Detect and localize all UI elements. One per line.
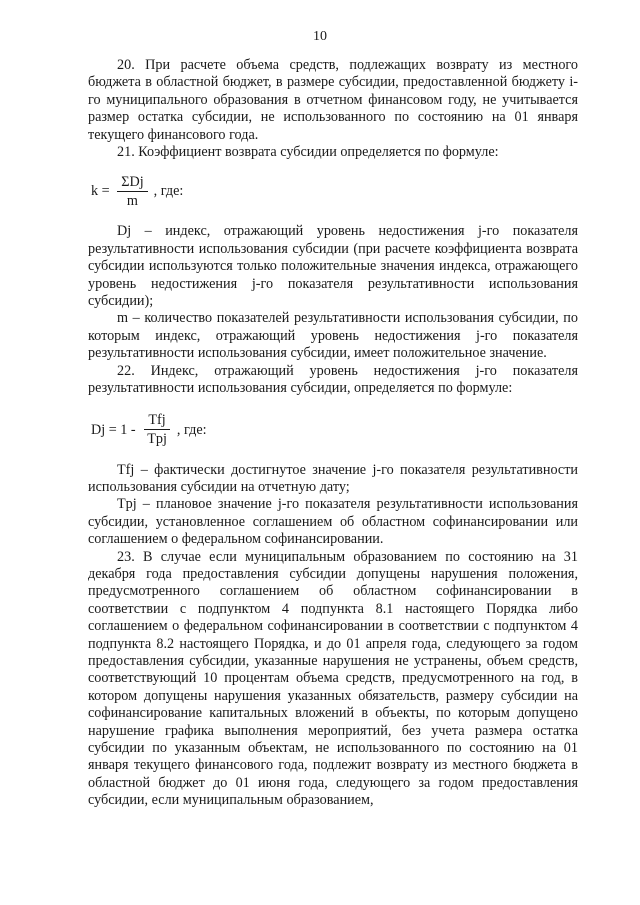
definition-m: m – количество показателей результативности использования субсидии, по которым индекс, отражающий уровень недостижения j-го показателя результативности использования субсидии, имеет положительное значение. bbox=[88, 310, 578, 362]
definition-dj: Dj – индекс, отражающий уровень недостижения j-го показателя результативности использования субсидии (при расчете коэффициента возврата субсидии используются только положительные значения индекса, отражающего уровень недостижения j-го показателя результативности использования субсидии); bbox=[88, 223, 578, 310]
definition-tp: Tpj – плановое значение j-го показателя результативности использования субсидии, установленное соглашением об областном софинансировании или соглашением о федеральном софинансировании. bbox=[88, 496, 578, 548]
formula-d-denominator: Tpj bbox=[147, 431, 167, 447]
formula-k-denominator: m bbox=[126, 192, 138, 209]
formula-k-lhs: k = bbox=[91, 183, 114, 200]
formula-d-lhs: Dj = 1 - bbox=[91, 421, 140, 438]
page-number: 10 bbox=[313, 29, 327, 44]
formula-d-fraction bbox=[143, 412, 171, 447]
paragraph-20: 20. При расчете объема средств, подлежащих возврату из местного бюджета в областной бюджет, в размере субсидии, предоставленной бюджету i-го муниципального образования в отчетном финансовом году, не учитывается размер остатка субсидии, не использованного по состоянию на 01 января текущего финансового года. bbox=[88, 57, 578, 143]
formula-d-suffix: , где: bbox=[176, 421, 207, 438]
formula-k-numerator: ΣDj bbox=[117, 174, 147, 192]
document-body bbox=[88, 57, 578, 810]
formula-k-suffix: , где: bbox=[153, 183, 184, 200]
formula-d-numerator: Tfj bbox=[144, 412, 169, 430]
definition-tf: Tfj – фактически достигнутое значение j-го показателя результативности использования субсидии на отчетную дату; bbox=[88, 461, 578, 495]
formula-k-fraction bbox=[117, 174, 147, 209]
paragraph-22: 22. Индекс, отражающий уровень недостижения j-го показателя результативности использования субсидии, определяется по формуле: bbox=[88, 362, 578, 397]
paragraph-23: 23. В случае если муниципальным образованием по состоянию на 31 декабря года предоставления субсидии допущены нарушения положения, предусмотренного соглашением об областном софинансировании в соответствии с подпунктом 4 подпункта 8.1 настоящего Порядка либо соглашением о федеральном софинансировании в соответствии с подпунктом 4 подпункта 8.2 настоящего Порядка, и до 01 апреля года, следующего за годом предоставления субсидии, указанные нарушения не устранены, объем средств, соответствующий 10 процентам объема средств, предусмотренного на год, в котором допущены нарушения указанных обязательств, размеру субсидии на софинансирование капитальных вложений в объекты, по которым допущено нарушение графика выполнения мероприятий, без учета размера остатка субсидии по указанным объектам, не использованного по состоянию на 01 января текущего финансового года, подлежит возврату из местного бюджета в областной бюджет до 01 июня года, следующего за годом предоставления субсидии, если муниципальным образованием, bbox=[88, 548, 578, 809]
formula-return-coefficient bbox=[91, 173, 578, 209]
formula-index bbox=[91, 411, 578, 449]
paragraph-21: 21. Коэффициент возврата субсидии определяется по формуле: bbox=[117, 144, 499, 161]
